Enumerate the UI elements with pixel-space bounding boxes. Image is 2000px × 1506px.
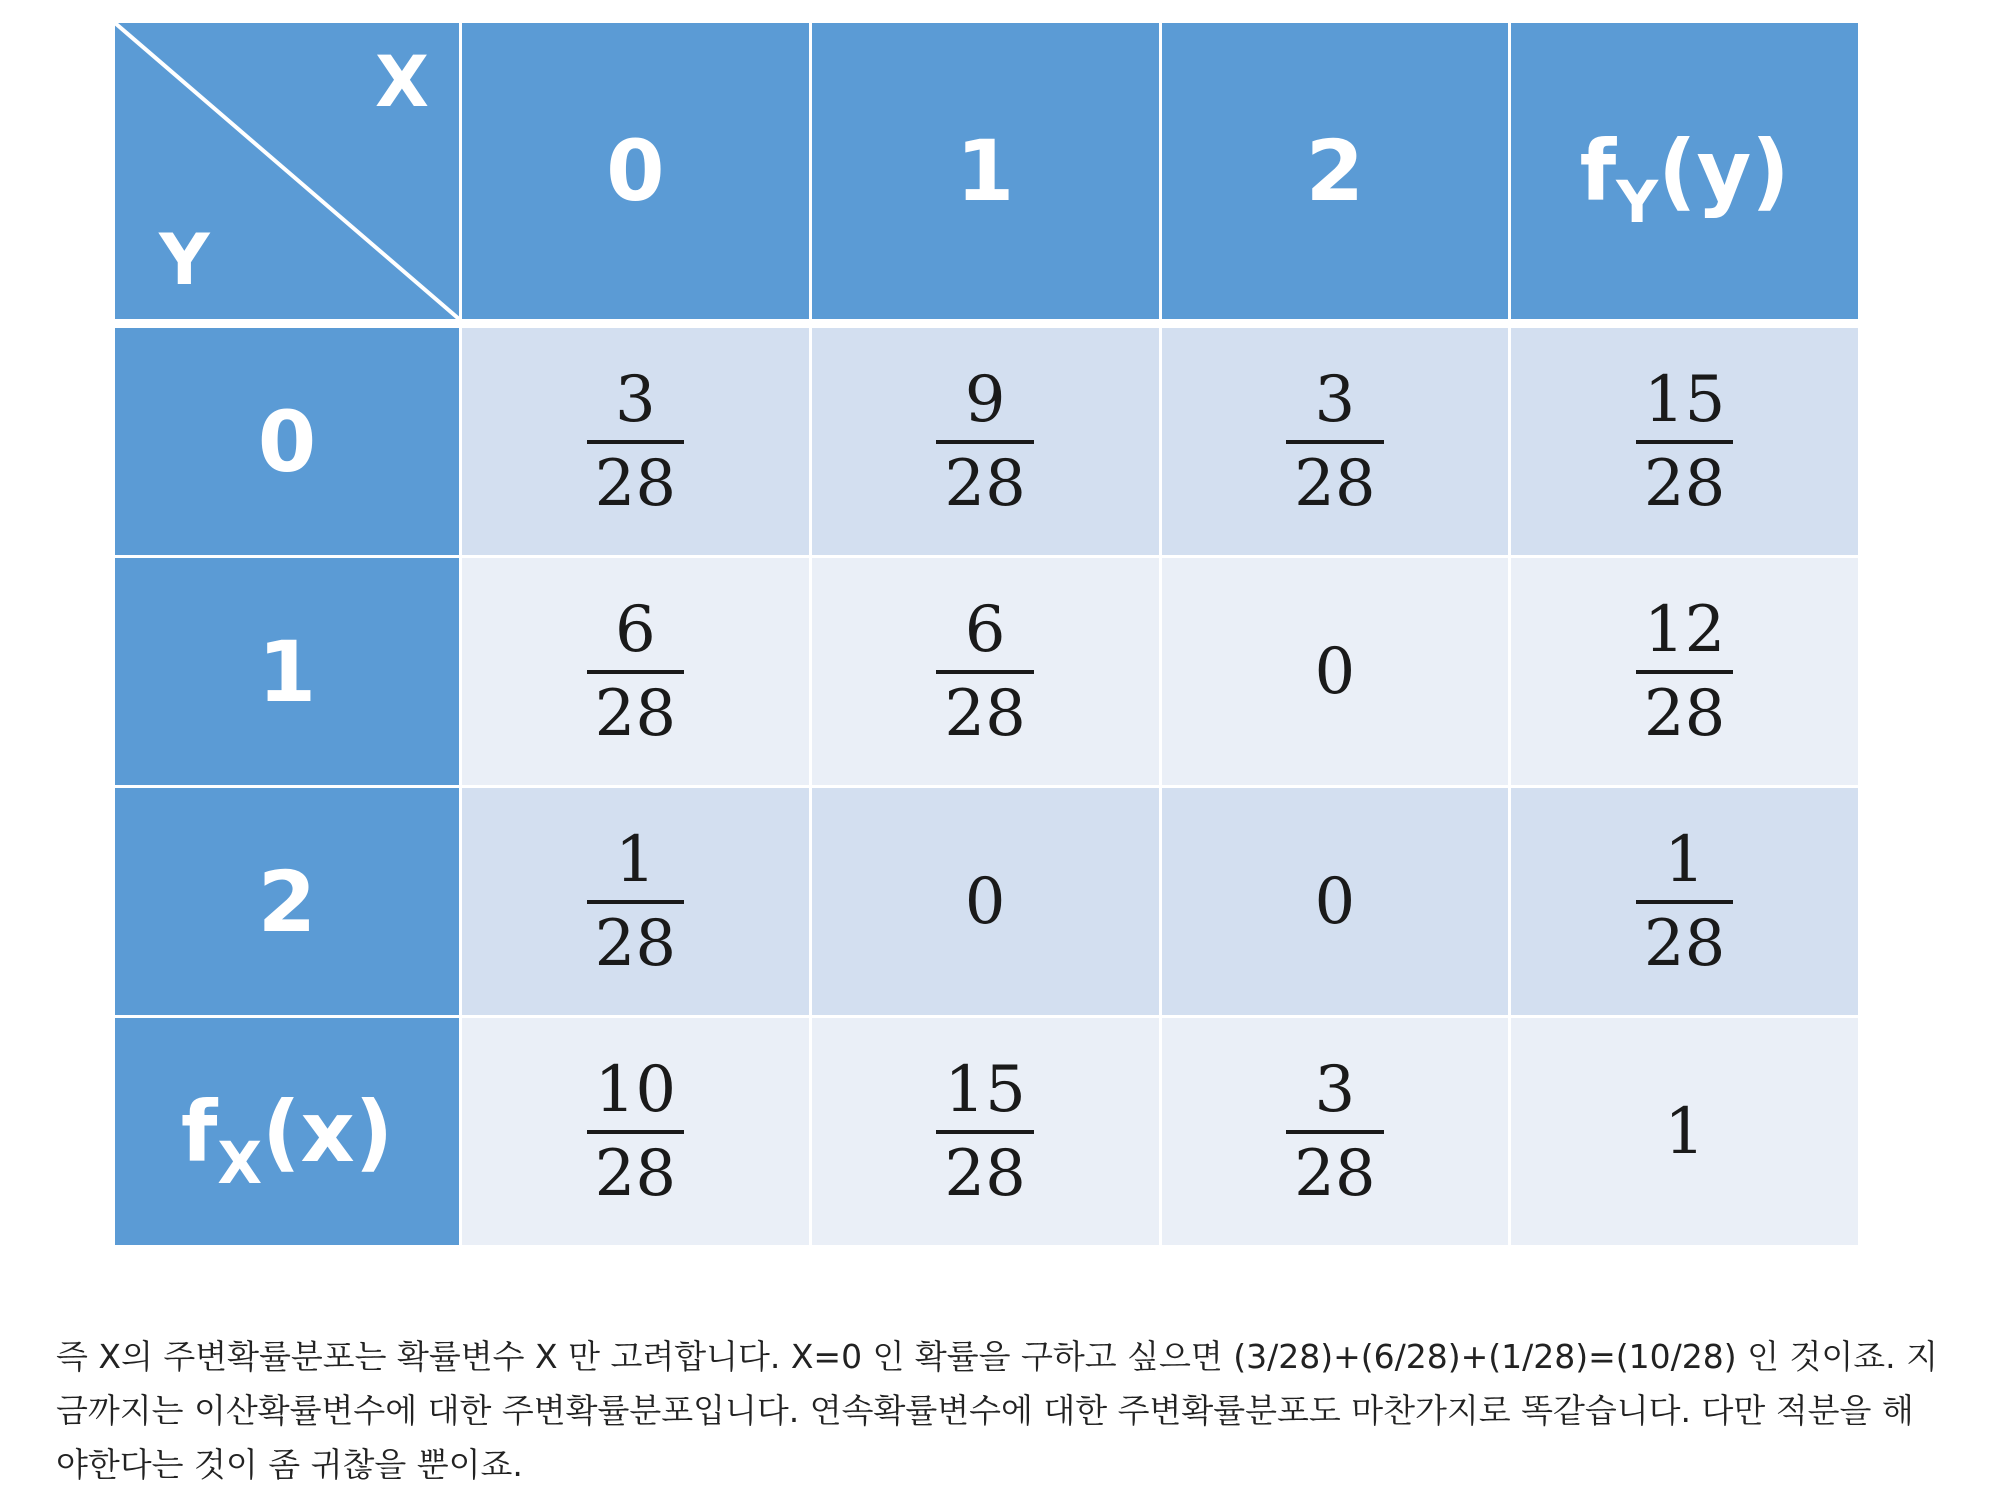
- table-cell: [461, 1017, 811, 1247]
- table-row: [114, 787, 1860, 1017]
- row-header-y-0: 0: [114, 324, 461, 557]
- table-cell: [461, 324, 811, 557]
- corner-y-label: Y: [159, 219, 210, 301]
- fraction: $\frac{15}{28}$: [1636, 368, 1733, 516]
- column-header-x-1: 1: [810, 22, 1160, 324]
- table-cell: [461, 557, 811, 787]
- fraction: $\frac{1}{28}$: [1636, 828, 1733, 976]
- table-cell: [810, 324, 1160, 557]
- row-header-marginal-x: $f_X(x)$: [114, 1017, 461, 1247]
- column-header-marginal-y: $f_Y(y)$: [1510, 22, 1860, 324]
- cell-value: 0: [1314, 864, 1356, 939]
- column-header-x-2: 2: [1160, 22, 1510, 324]
- table-cell: [1160, 787, 1510, 1017]
- table-cell: [1160, 557, 1510, 787]
- fraction: $\frac{9}{28}$: [936, 368, 1033, 516]
- cell-value: 1: [1664, 1094, 1705, 1169]
- header-row: [114, 22, 1860, 324]
- corner-cell: [114, 22, 461, 324]
- table-cell: [1510, 787, 1860, 1017]
- table-row: [114, 1017, 1860, 1247]
- table-cell: [1160, 324, 1510, 557]
- table-cell: [461, 787, 811, 1017]
- fraction: $\frac{15}{28}$: [936, 1058, 1033, 1206]
- table-cell: [1160, 1017, 1510, 1247]
- fraction: $\frac{10}{28}$: [587, 1058, 684, 1206]
- fraction: $\frac{3}{28}$: [1286, 1058, 1383, 1206]
- table-cell: [810, 1017, 1160, 1247]
- cell-value: 0: [964, 864, 1006, 939]
- fraction: $\frac{3}{28}$: [1286, 368, 1383, 516]
- column-header-x-0: 0: [461, 22, 811, 324]
- table-cell: [810, 787, 1160, 1017]
- joint-probability-table: [112, 20, 1861, 1248]
- row-header-y-2: 2: [114, 787, 461, 1017]
- fraction: $\frac{3}{28}$: [587, 368, 684, 516]
- fraction: $\frac{1}{28}$: [587, 828, 684, 976]
- table-cell: [1510, 1017, 1860, 1247]
- fraction: $\frac{6}{28}$: [936, 598, 1033, 746]
- fraction: $\frac{12}{28}$: [1636, 598, 1733, 746]
- table-cell: [810, 557, 1160, 787]
- table-cell: [1510, 324, 1860, 557]
- row-header-y-1: 1: [114, 557, 461, 787]
- corner-x-label: X: [375, 41, 429, 123]
- table-cell: [1510, 557, 1860, 787]
- table-row: [114, 324, 1860, 557]
- cell-value: 0: [1314, 634, 1356, 709]
- table-row: [114, 557, 1860, 787]
- explanation-paragraph: 즉 X의 주변확률분포는 확률변수 X 만 고려합니다. X=0 인 확률을 구하고 싶으면 (3/28)+(6/28)+(1/28)=(10/28) 인 것이죠. 지금까지는 이산확률변수에 대한 주변확률분포입니다. 연속확률변수에 대한 주변확률분포도 마찬가지로 똑같습니다. 다만 적분을 해야한다는 것이 좀 귀찮을 뿐이죠.: [56, 1337, 1939, 1484]
- fraction: $\frac{6}{28}$: [587, 598, 684, 746]
